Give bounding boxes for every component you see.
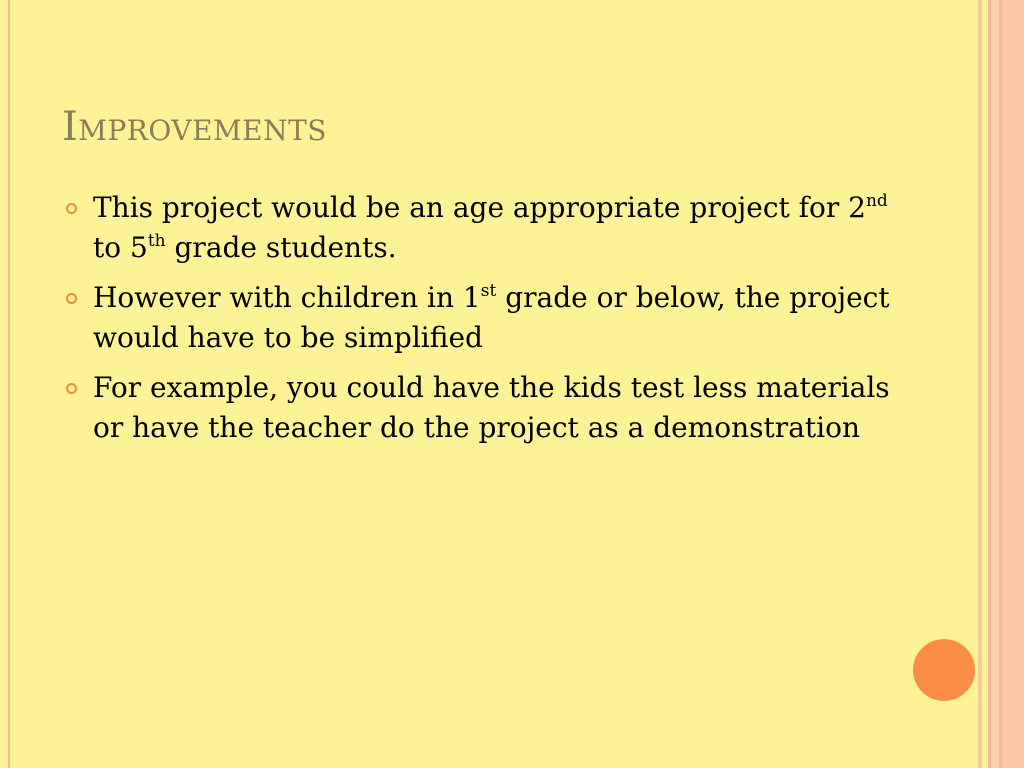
left-border-stripe — [8, 0, 10, 768]
right-border-stripe — [991, 0, 999, 768]
bullet-circle-icon — [66, 203, 77, 214]
bullet-circle-icon — [66, 383, 77, 394]
bullet-text: However with children in 1 — [93, 281, 481, 314]
bullet-text: to 5 — [93, 231, 148, 264]
superscript: th — [147, 231, 166, 251]
bullet-text: This project would be an age appropriate project for 2 — [93, 191, 866, 224]
accent-circle-icon — [913, 639, 975, 701]
slide-title: Improvements — [62, 104, 327, 150]
superscript: st — [480, 281, 497, 301]
right-border-stripe — [1002, 0, 1024, 768]
bullet-list — [62, 188, 922, 458]
bullet-item — [62, 188, 922, 268]
bullet-text: grade or below, the project would have to be simplified — [93, 281, 890, 354]
bullet-text: grade students. — [165, 231, 397, 264]
bullet-circle-icon — [66, 293, 77, 304]
bullet-item — [62, 368, 922, 448]
superscript: nd — [865, 191, 888, 211]
bullet-text: For example, you could have the kids test less materials or have the teacher do the project as a demonstration — [93, 371, 890, 444]
bullet-item — [62, 278, 922, 358]
